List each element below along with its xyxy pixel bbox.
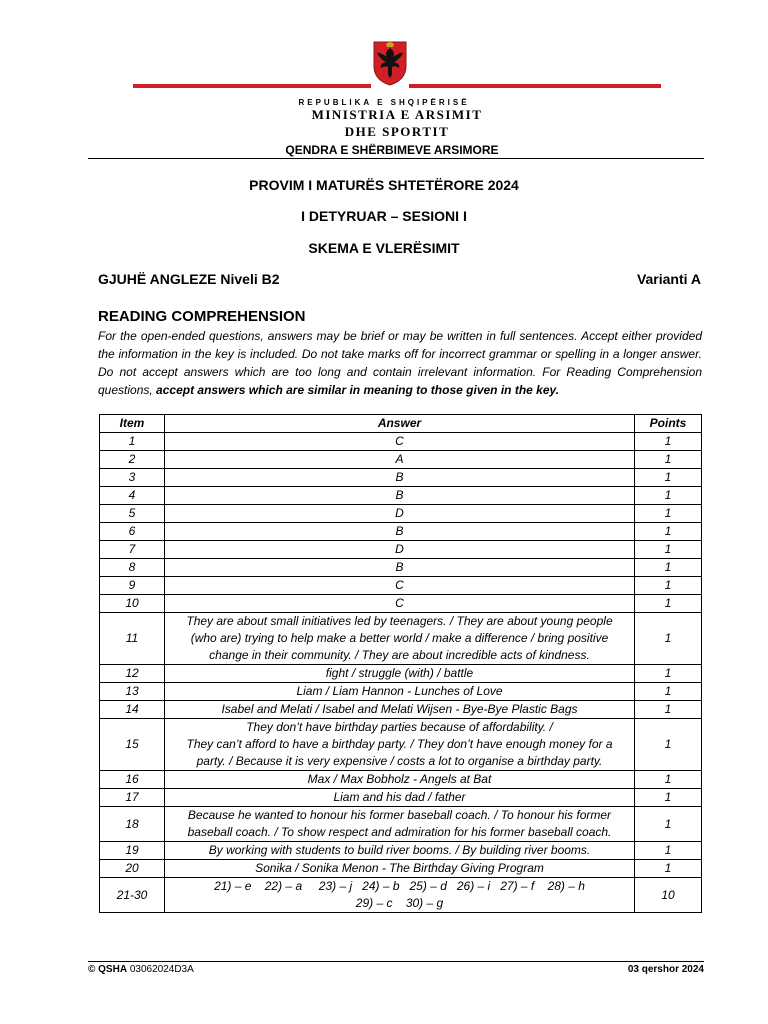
item-number: 19 (100, 842, 165, 860)
ministry-name-line1: MINISTRIA E ARSIMIT (311, 107, 483, 122)
points-value: 1 (635, 665, 702, 683)
answer-line: C (395, 434, 404, 448)
table-row (100, 683, 702, 701)
answer-line: D (395, 506, 404, 520)
scheme-title: SKEMA E VLERËSIMIT (308, 240, 460, 256)
footer-doc-code: 03062024D3A (129, 964, 194, 975)
footer-divider (88, 961, 704, 962)
answer-line: party. / Because it is very expensive / costs a lot to organise a birthday party. (196, 754, 603, 768)
footer-copyright: © QSHA (88, 964, 128, 975)
points-value: 1 (635, 577, 702, 595)
points-value: 1 (635, 505, 702, 523)
answer-line: B (395, 488, 404, 502)
table-row (100, 842, 702, 860)
table-row (100, 433, 702, 451)
answer-line: By working with students to build river booms. / By building river booms. (208, 843, 591, 857)
points-value: 1 (635, 523, 702, 541)
answer-line: B (395, 560, 404, 574)
instructions (98, 327, 702, 399)
table-row (100, 559, 702, 577)
table-row (100, 719, 702, 771)
item-number: 14 (100, 701, 165, 719)
answer-cell (165, 878, 635, 913)
item-number: 11 (100, 613, 165, 665)
header-item: Item (100, 415, 165, 433)
points-value: 1 (635, 433, 702, 451)
answer-line: fight / struggle (with) / battle (325, 666, 474, 680)
answer-line: Sonika / Sonika Menon - The Birthday Giving Program (255, 861, 544, 875)
item-number: 1 (100, 433, 165, 451)
item-number: 15 (100, 719, 165, 771)
answer-cell (165, 595, 635, 613)
header-red-rule-left (133, 84, 371, 88)
exam-session: I DETYRUAR – SESIONI I (301, 208, 467, 224)
points-value: 1 (635, 487, 702, 505)
answer-cell (165, 577, 635, 595)
answer-cell (165, 559, 635, 577)
answer-cell (165, 505, 635, 523)
item-number: 3 (100, 469, 165, 487)
answer-cell (165, 860, 635, 878)
answer-line: B (395, 524, 404, 538)
item-number: 21-30 (100, 878, 165, 913)
header-divider (88, 158, 704, 159)
republic-name: REPUBLIKA E SHQIPËRISË (298, 98, 470, 107)
answer-cell (165, 789, 635, 807)
center-name: QENDRA E SHËRBIMEVE ARSIMORE (285, 143, 499, 157)
answer-line: baseball coach. / To show respect and admiration for his former baseball coach. (187, 825, 612, 839)
answer-cell (165, 541, 635, 559)
points-value: 1 (635, 541, 702, 559)
item-number: 9 (100, 577, 165, 595)
item-number: 2 (100, 451, 165, 469)
exam-title: PROVIM I MATURËS SHTETËRORE 2024 (249, 177, 519, 193)
item-number: 17 (100, 789, 165, 807)
answer-cell (165, 807, 635, 842)
answer-cell (165, 842, 635, 860)
item-number: 12 (100, 665, 165, 683)
item-number: 5 (100, 505, 165, 523)
table-row (100, 665, 702, 683)
points-value: 10 (635, 878, 702, 913)
answer-line: They are about small initiatives led by teenagers. / They are about young people (186, 614, 613, 628)
answer-line: Liam and his dad / father (333, 790, 466, 804)
points-value: 1 (635, 789, 702, 807)
answer-line: Liam / Liam Hannon - Lunches of Love (296, 684, 503, 698)
answer-cell (165, 487, 635, 505)
answer-cell (165, 683, 635, 701)
points-value: 1 (635, 613, 702, 665)
points-value: 1 (635, 451, 702, 469)
table-row (100, 860, 702, 878)
table-row (100, 451, 702, 469)
answer-cell (165, 665, 635, 683)
points-value: 1 (635, 719, 702, 771)
item-number: 6 (100, 523, 165, 541)
answer-cell (165, 701, 635, 719)
answer-line: A (395, 452, 404, 466)
points-value: 1 (635, 860, 702, 878)
answer-cell (165, 719, 635, 771)
answer-cell (165, 433, 635, 451)
header-points: Points (635, 415, 702, 433)
section-title: READING COMPREHENSION (98, 308, 306, 325)
answer-line: Because he wanted to honour his former baseball coach. / To honour his former (187, 808, 612, 822)
table-row (100, 487, 702, 505)
subject-label: GJUHË ANGLEZE Niveli B2 (98, 271, 280, 287)
answer-cell (165, 469, 635, 487)
answer-line: Isabel and Melati / Isabel and Melati Wijsen - Bye-Bye Plastic Bags (221, 702, 578, 716)
answer-line: B (395, 470, 404, 484)
answer-line: 29) – c 30) – g (355, 896, 444, 910)
instructions-emphasis: accept answers which are similar in meaning to those given in the key. (156, 383, 560, 397)
answer-cell (165, 523, 635, 541)
item-number: 4 (100, 487, 165, 505)
answer-line: C (395, 596, 404, 610)
table-row (100, 523, 702, 541)
item-number: 18 (100, 807, 165, 842)
variant-label: Varianti A (636, 271, 701, 287)
points-value: 1 (635, 771, 702, 789)
points-value: 1 (635, 842, 702, 860)
points-value: 1 (635, 469, 702, 487)
item-number: 16 (100, 771, 165, 789)
points-value: 1 (635, 559, 702, 577)
header-answer: Answer (165, 415, 635, 433)
table-row (100, 807, 702, 842)
answer-cell (165, 771, 635, 789)
answer-line: (who are) trying to help make a better world / make a difference / bring positive (190, 631, 609, 645)
albanian-eagle-emblem-icon (372, 38, 408, 86)
answer-line: They don’t have birthday parties because of affordability. / (246, 720, 553, 734)
answer-cell (165, 451, 635, 469)
footer-code (88, 964, 194, 975)
answer-line: 21) – e 22) – a 23) – j 24) – b 25) – d 26) – i 27) – f 28) – h (214, 879, 585, 893)
table-header-row (100, 415, 702, 433)
table-row (100, 505, 702, 523)
table-row (100, 577, 702, 595)
item-number: 20 (100, 860, 165, 878)
answer-line: change in their community. / They are about incredible acts of kindness. (209, 648, 590, 662)
points-value: 1 (635, 807, 702, 842)
table-row (100, 613, 702, 665)
table-row (100, 541, 702, 559)
ministry-name-line2: DHE SPORTIT (344, 124, 450, 139)
footer-date: 03 qershor 2024 (627, 964, 704, 975)
item-number: 7 (100, 541, 165, 559)
header-red-rule-right (409, 84, 661, 88)
table-row (100, 771, 702, 789)
answer-line: D (395, 542, 404, 556)
table-row (100, 878, 702, 913)
points-value: 1 (635, 683, 702, 701)
table-row (100, 469, 702, 487)
answer-line: C (395, 578, 404, 592)
answer-key-table (99, 414, 702, 913)
table-row (100, 595, 702, 613)
answer-line: They can’t afford to have a birthday party. / They don’t have enough money for a (186, 737, 613, 751)
answer-cell (165, 613, 635, 665)
instructions-text: For the open-ended questions, answers may be brief or may be written in full sentences. Accept either provided the information in the key is included. Do not take marks off for incorrect grammar or spelling in a longer answer. Do not accept answers which are too long and contain irrelevant information. For Reading Comprehension questions, (98, 329, 702, 397)
item-number: 10 (100, 595, 165, 613)
item-number: 8 (100, 559, 165, 577)
points-value: 1 (635, 595, 702, 613)
table-row (100, 701, 702, 719)
points-value: 1 (635, 701, 702, 719)
table-row (100, 789, 702, 807)
item-number: 13 (100, 683, 165, 701)
answer-line: Max / Max Bobholz - Angels at Bat (307, 772, 492, 786)
